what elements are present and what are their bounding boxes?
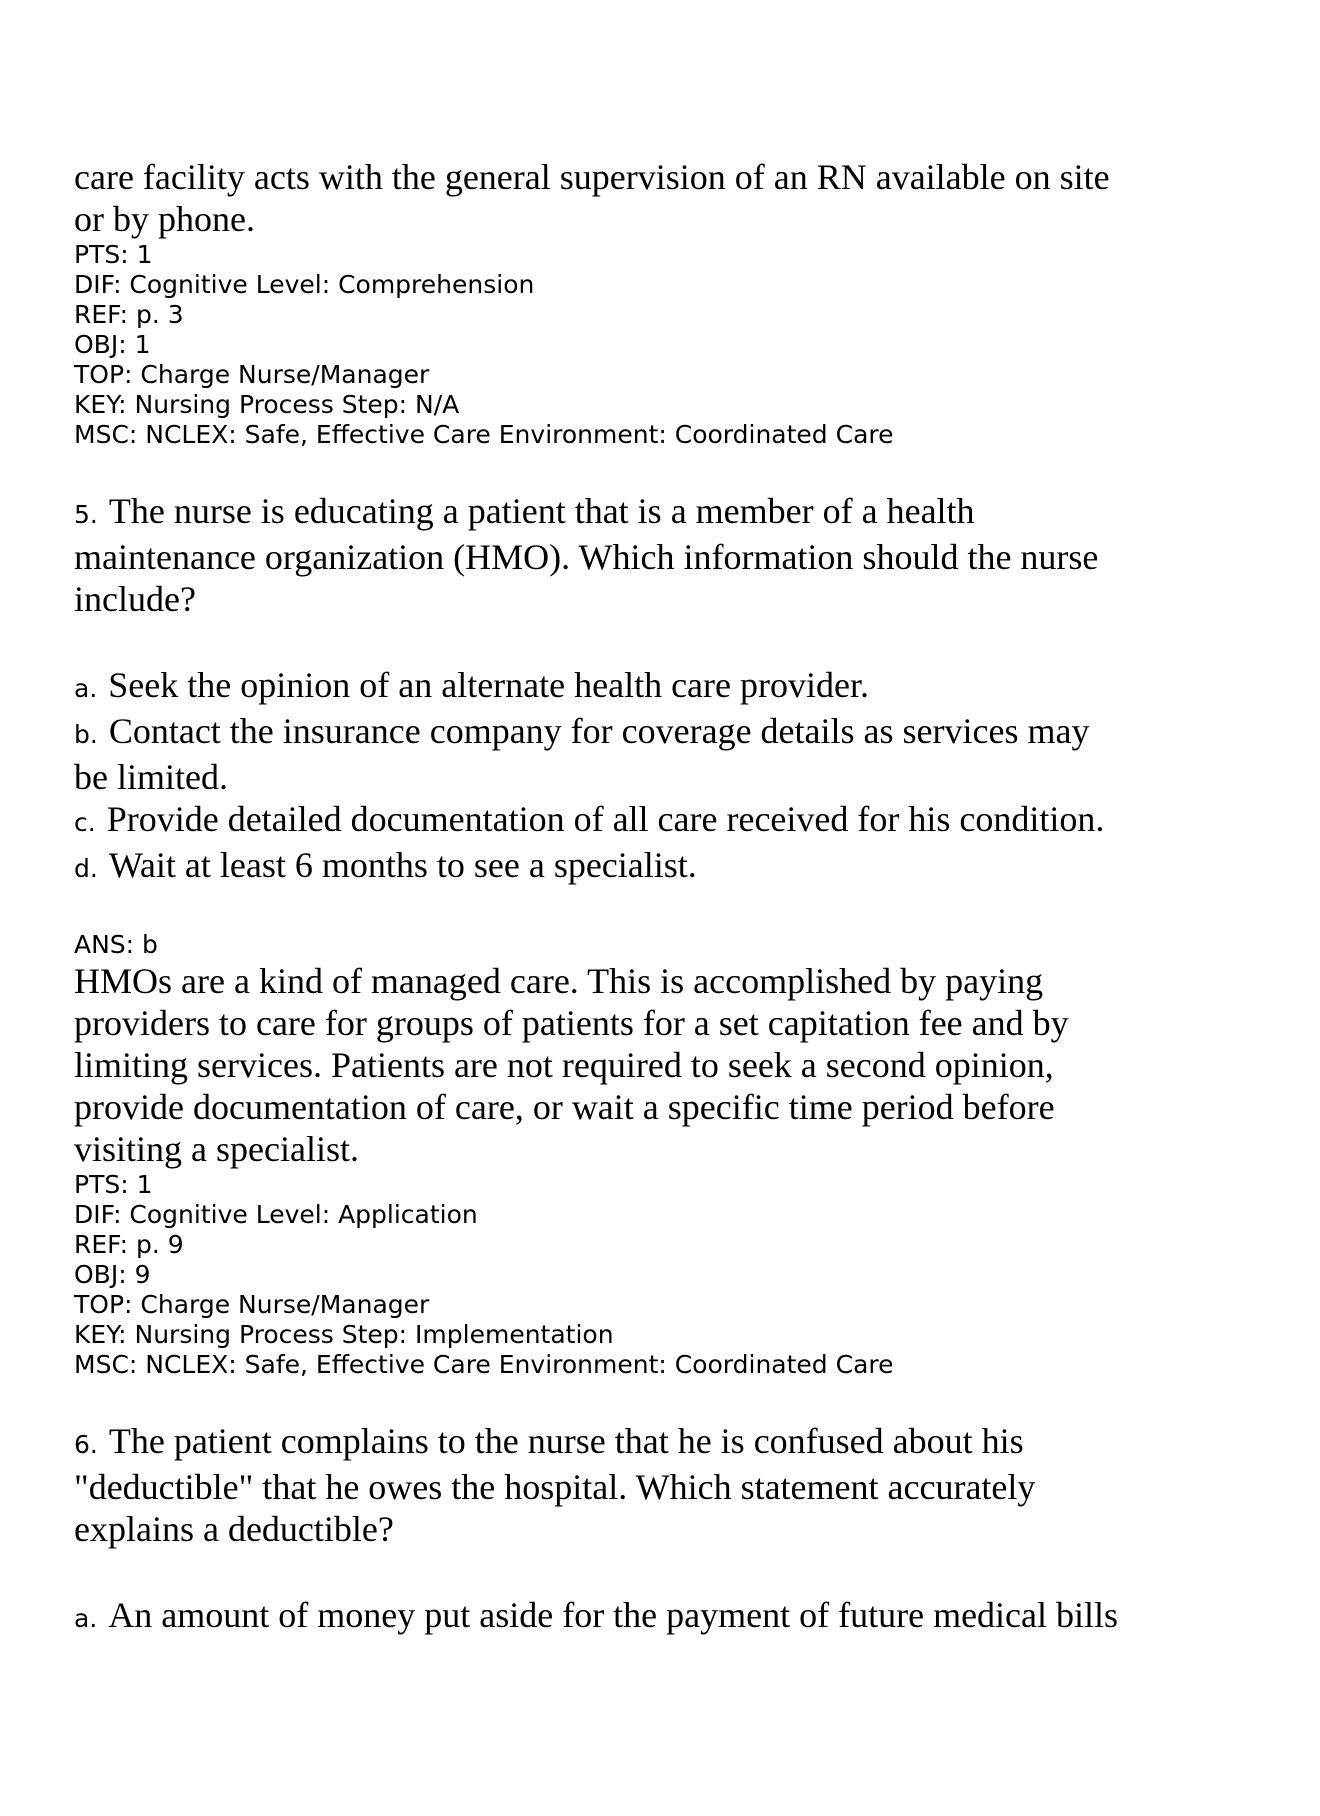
text-line [74, 198, 1294, 240]
text-line [74, 1044, 1294, 1086]
question-4-answer-fragment [74, 156, 1294, 240]
text-line [74, 756, 1294, 798]
question-6-option-a-fragment [74, 1594, 1294, 1640]
line-prefix-label: a. [74, 674, 98, 703]
line-text: PTS: 1 [74, 1170, 153, 1199]
line-text: REF: p. 9 [74, 1230, 184, 1259]
line-text: providers to care for groups of patients for a set capitation fee and by [74, 1003, 1069, 1043]
line-text: explains a deductible? [74, 1509, 394, 1549]
line-prefix-label: 5. [74, 500, 98, 529]
text-line [74, 930, 1294, 960]
text-line [74, 1466, 1294, 1508]
line-text: REF: p. 3 [74, 300, 184, 329]
question-5-metadata [74, 1170, 1294, 1380]
line-text: TOP: Charge Nurse/Manager [74, 360, 430, 389]
line-text: be limited. [74, 757, 228, 797]
line-text: DIF: Cognitive Level: Application [74, 1200, 478, 1229]
text-line [74, 798, 1294, 844]
line-text: PTS: 1 [74, 240, 153, 269]
line-text: TOP: Charge Nurse/Manager [74, 1290, 430, 1319]
text-line [74, 1200, 1294, 1230]
line-text: ANS: b [74, 930, 158, 959]
line-text: maintenance organization (HMO). Which information should the nurse [74, 537, 1099, 577]
line-text: provide documentation of care, or wait a specific time period before [74, 1087, 1055, 1127]
text-line [74, 1350, 1294, 1380]
line-text: DIF: Cognitive Level: Comprehension [74, 270, 535, 299]
text-line [74, 1290, 1294, 1320]
text-line [74, 960, 1294, 1002]
line-text: Wait at least 6 months to see a specialist. [108, 845, 697, 885]
text-line [74, 1170, 1294, 1200]
text-line [74, 300, 1294, 330]
line-text: Contact the insurance company for coverage details as services may [108, 711, 1090, 751]
line-prefix-label: 6. [74, 1430, 98, 1459]
question-4-metadata [74, 240, 1294, 450]
line-text: Provide detailed documentation of all care received for his condition. [106, 799, 1105, 839]
text-line [74, 1002, 1294, 1044]
line-prefix-label: c. [74, 808, 96, 837]
text-line [74, 1086, 1294, 1128]
line-text: include? [74, 579, 196, 619]
line-text: OBJ: 9 [74, 1260, 151, 1289]
text-line [74, 844, 1294, 890]
line-text: The patient complains to the nurse that he is confused about his [108, 1421, 1024, 1461]
text-line [74, 536, 1294, 578]
text-line [74, 1420, 1294, 1466]
line-text: MSC: NCLEX: Safe, Effective Care Environment: Coordinated Care [74, 1350, 894, 1379]
document-content [74, 156, 1294, 1640]
line-text: limiting services. Patients are not required to seek a second opinion, [74, 1045, 1054, 1085]
text-line [74, 270, 1294, 300]
text-line [74, 578, 1294, 620]
line-text: OBJ: 1 [74, 330, 151, 359]
line-prefix-label: b. [74, 720, 98, 749]
text-line [74, 240, 1294, 270]
line-text: An amount of money put aside for the payment of future medical bills [108, 1595, 1119, 1635]
question-6-stem [74, 1420, 1294, 1550]
line-text: or by phone. [74, 199, 255, 239]
text-line [74, 1230, 1294, 1260]
text-line [74, 156, 1294, 198]
text-line [74, 330, 1294, 360]
line-text: care facility acts with the general supervision of an RN available on site [74, 157, 1110, 197]
line-text: HMOs are a kind of managed care. This is accomplished by paying [74, 961, 1044, 1001]
text-line [74, 710, 1294, 756]
line-text: "deductible" that he owes the hospital. Which statement accurately [74, 1467, 1036, 1507]
text-line [74, 1594, 1294, 1640]
text-line [74, 1260, 1294, 1290]
text-line [74, 1128, 1294, 1170]
question-5-options [74, 664, 1294, 890]
line-text: The nurse is educating a patient that is a member of a health [108, 491, 975, 531]
line-text: Seek the opinion of an alternate health care provider. [108, 665, 869, 705]
line-text: visiting a specialist. [74, 1129, 359, 1169]
text-line [74, 1508, 1294, 1550]
text-line [74, 390, 1294, 420]
question-5-stem [74, 490, 1294, 620]
line-prefix-label: d. [74, 854, 98, 883]
text-line [74, 360, 1294, 390]
line-text: MSC: NCLEX: Safe, Effective Care Environment: Coordinated Care [74, 420, 894, 449]
text-line [74, 490, 1294, 536]
line-text: KEY: Nursing Process Step: Implementation [74, 1320, 614, 1349]
text-line [74, 1320, 1294, 1350]
question-5-answer [74, 930, 1294, 960]
question-5-rationale [74, 960, 1294, 1170]
line-prefix-label: a. [74, 1604, 98, 1633]
text-line [74, 664, 1294, 710]
text-line [74, 420, 1294, 450]
line-text: KEY: Nursing Process Step: N/A [74, 390, 460, 419]
